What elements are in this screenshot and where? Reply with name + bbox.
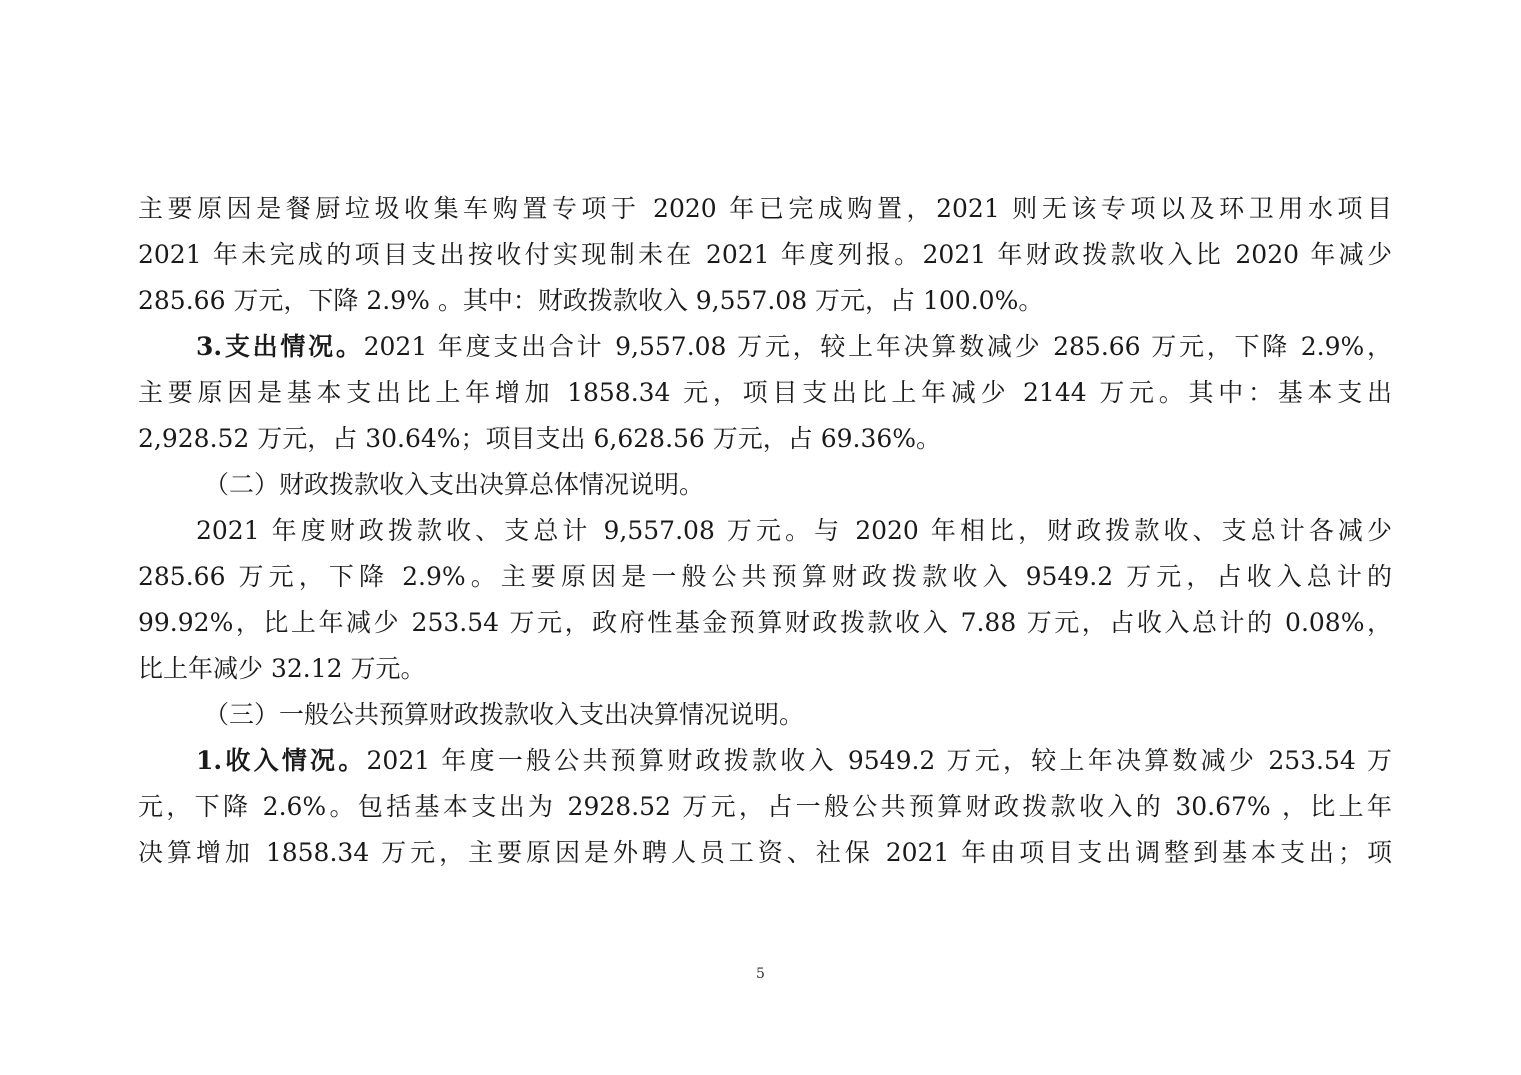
body-text [138, 186, 1392, 876]
text-line: 2021 年度财政拨款收、支总计 9,557.08 万元。与 2020 年相比，财政拨款收、支总计各减少 [196, 516, 1392, 545]
text-line [138, 738, 1392, 784]
text-line: 99.92%，比上年减少 253.54 万元，政府性基金预算财政拨款收入 7.88 万元，占收入总计的 0.08%， [138, 608, 1392, 637]
text-line: 2021 年未完成的项目支出按收付实现制未在 2021 年度列报。2021 年财政拨款收入比 2020 年减少 [138, 240, 1392, 269]
text-line: 285.66 万元，下降 2.9% 。其中：财政拨款收入 9,557.08 万元，占 100.0%。 [138, 286, 1044, 315]
text-line [138, 324, 1392, 370]
text-line: 主要原因是餐厨垃圾收集车购置专项于 2020 年已完成购置，2021 则无该专项以及环卫用水项目 [138, 194, 1392, 223]
text-line: 决算增加 1858.34 万元，主要原因是外聘人员工资、社保 2021 年由项目支出调整到基本支出；项 [138, 838, 1392, 867]
text-line: 比上年减少 32.12 万元。 [138, 654, 426, 683]
section-heading: 1.收入情况。 [196, 746, 367, 775]
section-heading: 3.支出情况。 [196, 332, 364, 361]
subsection-heading: （二）财政拨款收入支出决算总体情况说明。 [204, 470, 705, 499]
text-span: 2021 年度一般公共预算财政拨款收入 9549.2 万元，较上年决算数减少 253.54 万 [366, 746, 1392, 775]
text-line: 285.66 万元，下降 2.9%。主要原因是一般公共预算财政拨款收入 9549.2 万元，占收入总计的 [138, 562, 1392, 591]
text-span: 2021 年度支出合计 9,557.08 万元，较上年决算数减少 285.66 万元，下降 2.9%， [363, 332, 1392, 361]
text-line: 2,928.52 万元，占 30.64%；项目支出 6,628.56 万元，占 69.36%。 [138, 424, 942, 453]
subsection-heading: （三）一般公共预算财政拨款收入支出决算情况说明。 [204, 700, 805, 729]
text-line: 主要原因是基本支出比上年增加 1858.34 元，项目支出比上年减少 2144 万元。其中：基本支出 [138, 378, 1392, 407]
text-line: 元，下降 2.6%。包括基本支出为 2928.52 万元，占一般公共预算财政拨款收入的 30.67% ，比上年 [138, 792, 1392, 821]
page-number: 5 [756, 966, 765, 982]
